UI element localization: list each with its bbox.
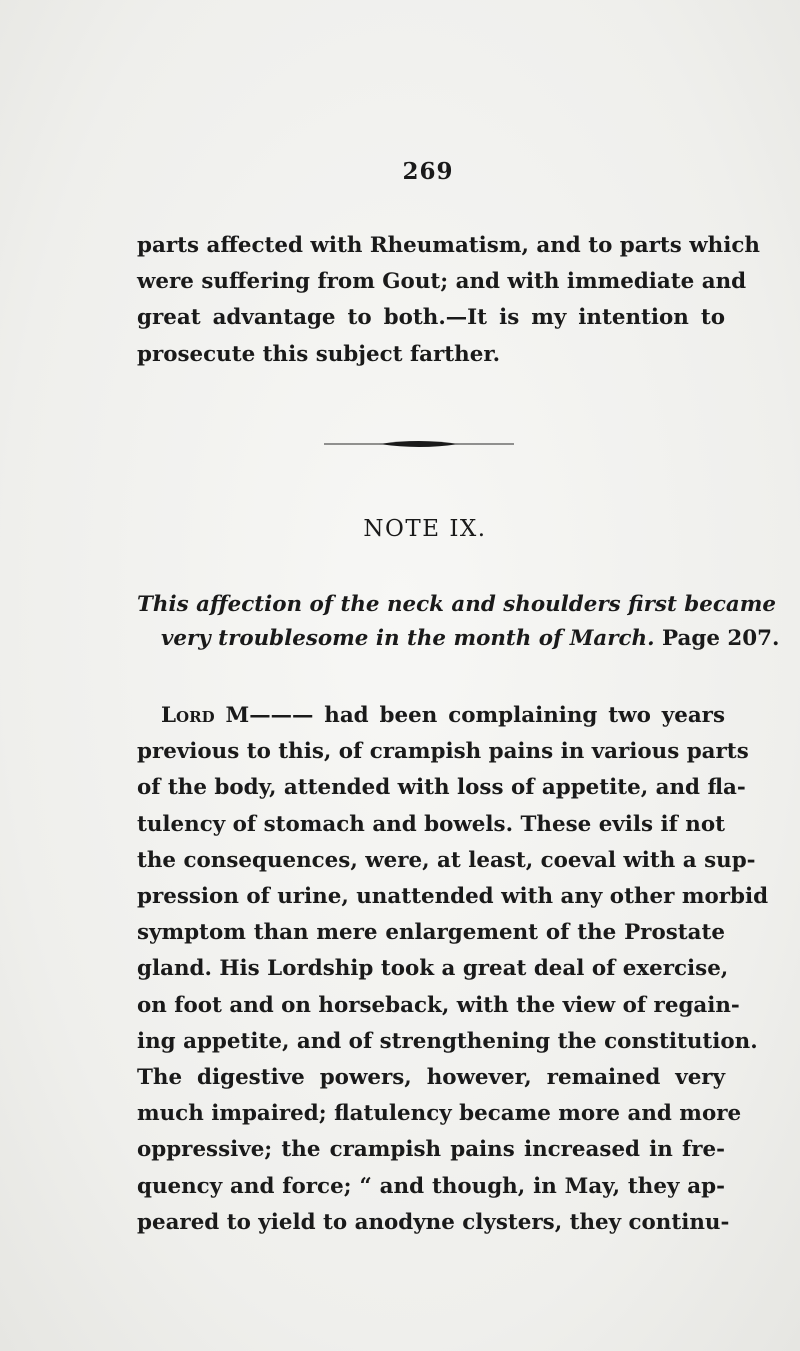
page-reference: Page 207.: [662, 626, 780, 651]
text-line: gland. His Lordship took a great deal of exercise,: [137, 956, 729, 982]
epigraph-line: This affection of the neck and shoulders first became: [137, 592, 776, 617]
text-line: were suffering from Gout; and with immediate and: [137, 269, 747, 295]
text-line: tulency of stomach and bowels. These evils if not: [137, 811, 725, 837]
text-line: prosecute this subject farther.: [137, 341, 501, 367]
note-body-paragraph: [137, 698, 769, 1241]
text-line: pression of urine, unattended with any other morbid: [137, 884, 769, 910]
epigraph-text: very troublesome in the month of March.: [161, 626, 655, 651]
lead-word: Lord: [161, 703, 215, 728]
first-line-text: M——— had been complaining two years: [214, 703, 725, 728]
text-line: oppressive; the crampish pains increased in fre-: [137, 1137, 725, 1163]
text-line: of the body, attended with loss of appetite, and fla-: [137, 775, 746, 801]
text-line: symptom than mere enlargement of the Prostate: [137, 920, 725, 946]
epigraph-line: [137, 622, 780, 656]
text-line: previous to this, of crampish pains in various parts: [137, 739, 749, 765]
text-line: peared to yield to anodyne clysters, they continu-: [137, 1209, 730, 1235]
text-line: ing appetite, and of strengthening the constitution.: [137, 1028, 758, 1054]
text-line: The digestive powers, however, remained very: [137, 1065, 725, 1091]
text-line: quency and force; “ and though, in May, they ap-: [137, 1173, 725, 1199]
continuation-paragraph: [137, 228, 760, 373]
text-line: parts affected with Rheumatism, and to parts which: [137, 233, 760, 258]
section-divider-ornament: [324, 437, 514, 451]
text-line: on foot and on horseback, with the view of regain-: [137, 992, 740, 1018]
text-line: [137, 698, 725, 734]
text-line: the consequences, were, at least, coeval with a sup-: [137, 847, 756, 873]
text-line: much impaired; flatulency became more and more: [137, 1101, 742, 1127]
text-line: great advantage to both.—It is my intention to: [137, 305, 725, 331]
note-epigraph: [137, 588, 780, 656]
page-number: 269: [402, 158, 454, 185]
note-heading: NOTE IX.: [363, 516, 487, 542]
